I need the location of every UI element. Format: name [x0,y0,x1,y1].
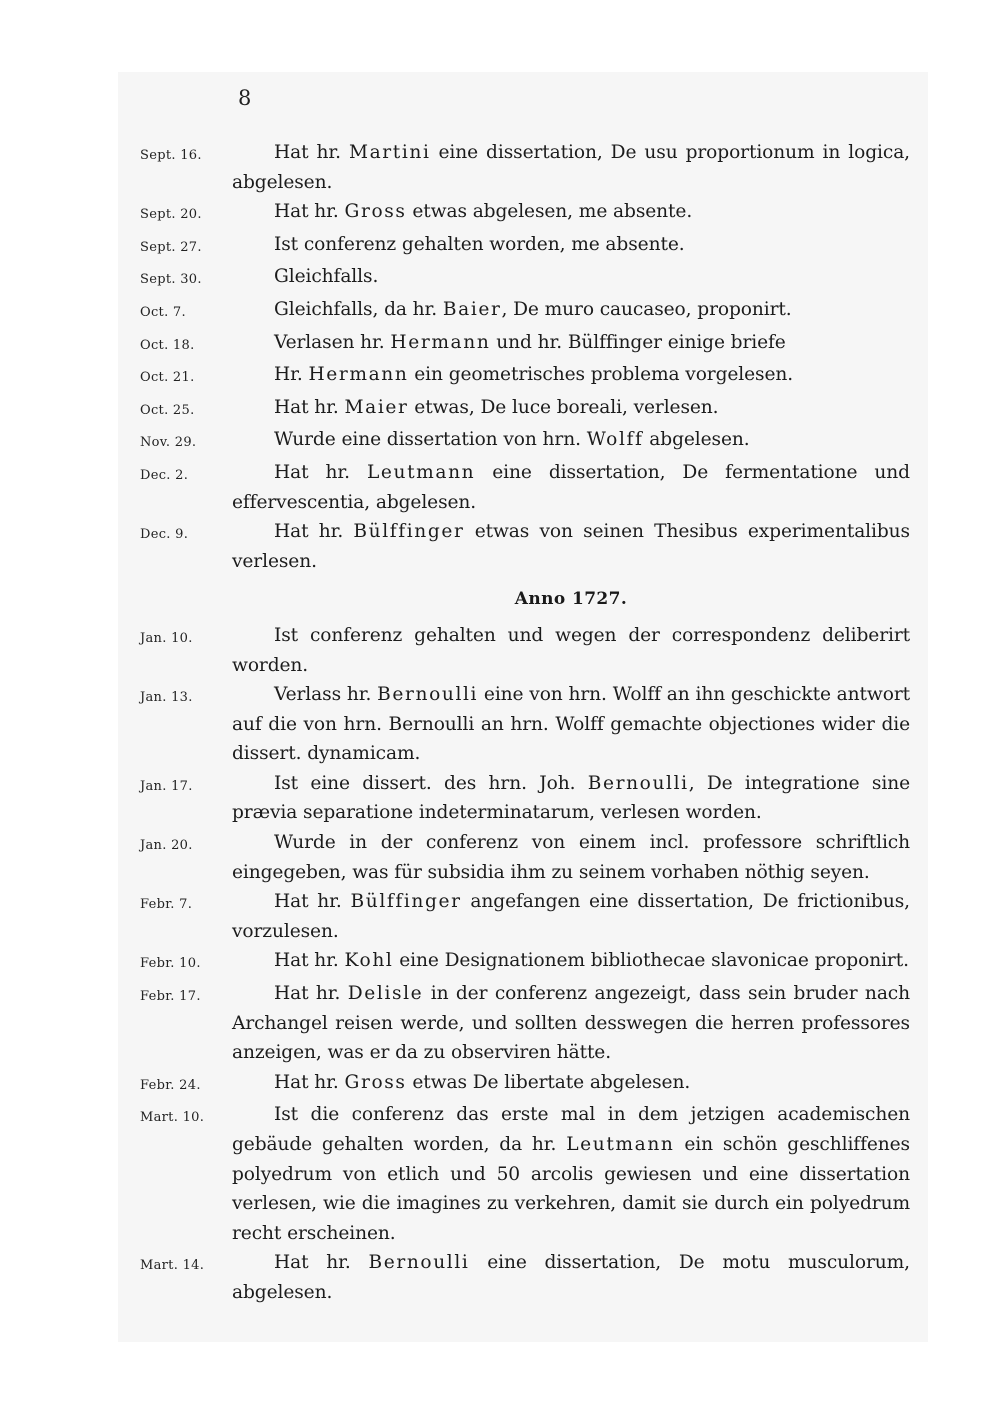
entry-text-lead: Hat hr. [274,521,354,543]
entry-date: Jan. 13. [140,690,193,706]
entry-date: Sept. 30. [140,272,202,288]
entry-text-lead: Wurde in der conferenz von einem incl. professore schriftlich eingegeben, was für subsidia ihm zu seinem vorhaben nöthig seyen. [232,832,910,883]
entry-text-lead: Gleichfalls, da hr. [274,298,443,320]
entry-row [140,769,910,828]
entry-text-rest: abgelesen. [643,429,750,451]
entry-date: Jan. 17. [140,778,193,794]
entry-person-name: Leutmann [566,1134,675,1155]
entry-text-lead: Hr. [274,364,309,386]
entry-date: Jan. 20. [140,838,193,854]
entry-person-name: Bernoulli [377,684,479,706]
entry-text-rest: etwas, De luce boreali, verlesen. [408,396,719,418]
entry-text-lead: Hat hr. [274,891,351,913]
entry-person-name: Delisle [347,983,424,1005]
entry-text-rest: ein geometrisches problema vorgelesen. [408,364,794,386]
entry-person-name: Hermann [390,331,491,353]
entry-text [232,621,910,680]
entry-row [140,1100,910,1248]
entry-person-name: Wolff [586,429,644,451]
entry-text-rest: etwas abgelesen, me absente. [406,201,693,223]
entry-text [232,1100,910,1248]
entry-person-name: Leutmann [366,461,476,483]
protocol-entries [140,138,910,1308]
entry-person-name: Bülffinger [350,891,462,913]
entry-text-rest: etwas von seinen Thesibus experimentalibus verlesen. [232,521,910,572]
entry-text-lead: Hat hr. [274,201,345,223]
entry-row [140,828,910,887]
entry-text-lead: Hat hr. [274,983,348,1005]
entry-text [232,887,910,946]
entry-date: Mart. 14. [140,1258,205,1274]
entry-text [232,197,910,227]
entry-text [232,393,910,423]
entry-person-name: Kohl [344,950,394,972]
entry-text [232,979,910,1068]
entry-text-rest: eine von hrn. Wolff an ihn geschickte antwort auf die von hrn. Bernoulli an hrn. Wolff gemachte objectiones wider die dissert. dynamicam. [232,684,910,765]
entry-date: Dec. 9. [140,527,189,543]
entry-date: Febr. 10. [140,956,201,972]
entry-text-lead: Verlasen hr. [274,331,391,353]
entry-person-name: Bernoulli [587,772,689,794]
entry-row [140,946,910,979]
entry-text-rest: in der conferenz angezeigt, dass sein bruder nach Archangel reisen werde, und sollten desswegen die herren professores anzeigen, was er da zu observiren hätte. [232,983,910,1064]
entry-row [140,458,910,517]
entry-text [232,1068,910,1098]
entry-row [140,621,910,680]
entry-person-name: Gross [344,201,407,223]
entry-text-lead: Hat hr. [274,950,345,972]
entry-row [140,230,910,263]
entry-person-name: Maier [344,396,409,418]
entry-row [140,328,910,361]
entry-row [140,517,910,576]
entries-1727 [140,621,910,1308]
section-heading: Anno 1727. [514,589,628,610]
entry-text [232,295,910,325]
entry-row [140,425,910,458]
entry-text-lead: Hat hr. [274,1252,369,1274]
entry-date: Oct. 7. [140,304,186,320]
entry-text-rest: eine Designationem bibliothecae slavonicae proponirt. [393,950,909,972]
entry-text [232,828,910,887]
entry-date: Sept. 27. [140,239,202,255]
entry-text [232,458,910,517]
entry-person-name: Baier [442,298,502,320]
entry-text-lead: Ist eine dissert. des hrn. Joh. [274,772,588,794]
entry-text-rest: und hr. Bülffinger einige briefe [490,331,786,353]
entry-text [232,230,910,260]
entry-text-lead: Ist die conferenz das erste mal in dem jetzigen academischen gebäude gehalten worden, da hr. [232,1104,910,1155]
entry-row [140,680,910,769]
entry-row [140,393,910,426]
entry-text [232,680,910,769]
entry-date: Oct. 25. [140,402,195,418]
entry-text-rest: ein schön geschliffenes polyedrum von etlich und 50 arcolis gewiesen und eine dissertation verlesen, wie die imagines zu verkehren, damit sie durch ein polyedrum recht erscheinen. [232,1134,910,1244]
entry-text-lead: Ist conferenz gehalten worden, me absente. [274,233,685,255]
entry-row [140,262,910,295]
entry-text [232,425,910,455]
entry-date: Mart. 10. [140,1110,205,1126]
entry-date: Nov. 29. [140,435,197,451]
entry-text-rest: eine dissertation, De usu proportionum in logica, abgelesen. [232,142,910,193]
entry-text-lead: Hat hr. [274,461,367,483]
entry-date: Febr. 24. [140,1077,201,1093]
entry-date: Sept. 16. [140,148,202,163]
entry-text-rest: angefangen eine dissertation, De frictionibus, vorzulesen. [232,891,910,942]
entry-row [140,295,910,328]
entry-text-rest: , De integratione sine prævia separatione indeterminatarum, verlesen worden. [232,772,910,824]
entry-row [140,979,910,1068]
entry-date: Dec. 2. [140,467,189,483]
entry-text-lead: Gleichfalls. [274,266,379,288]
entry-date: Oct. 21. [140,370,195,386]
entry-person-name: Martini [348,142,431,163]
entry-person-name: Hermann [308,364,409,386]
entry-text-lead: Hat hr. [274,142,349,163]
entry-text [232,138,910,197]
entry-text-rest: etwas De libertate abgelesen. [406,1071,691,1093]
entry-text [232,769,910,828]
entry-text-rest: , De muro caucaseo, proponirt. [501,298,792,320]
entry-date: Febr. 7. [140,897,193,913]
entry-text [232,360,910,390]
entry-date: Febr. 17. [140,989,201,1005]
entry-text-lead: Hat hr. [274,1071,345,1093]
entry-text-lead: Ist conferenz gehalten und wegen der correspondenz deliberirt worden. [232,624,910,676]
entry-date: Oct. 18. [140,337,195,353]
entry-row [140,197,910,230]
entry-text-rest: eine dissertation, De motu musculorum, abgelesen. [232,1252,910,1303]
entry-text-lead: Wurde eine dissertation von hrn. [274,429,587,451]
entry-text [232,262,910,292]
page-number: 8 [238,86,252,110]
entry-text [232,946,910,976]
entry-row [140,138,910,197]
entry-person-name: Bernoulli [368,1252,470,1274]
entry-person-name: Bülffinger [353,521,465,543]
entry-text-rest: eine dissertation, De fermentatione und effervescentia, abgelesen. [232,461,910,513]
entry-row [140,360,910,393]
entry-row [140,1068,910,1101]
entries-1726 [140,138,910,576]
entry-date: Sept. 20. [140,207,202,223]
entry-text [232,1248,910,1307]
entry-row [140,1248,910,1307]
entry-row [140,887,910,946]
entry-text-lead: Verlass hr. [274,684,378,706]
entry-text [232,517,910,576]
entry-text-lead: Hat hr. [274,396,345,418]
entry-text [232,328,910,358]
entry-date: Jan. 10. [140,630,193,646]
entry-person-name: Gross [344,1071,407,1093]
